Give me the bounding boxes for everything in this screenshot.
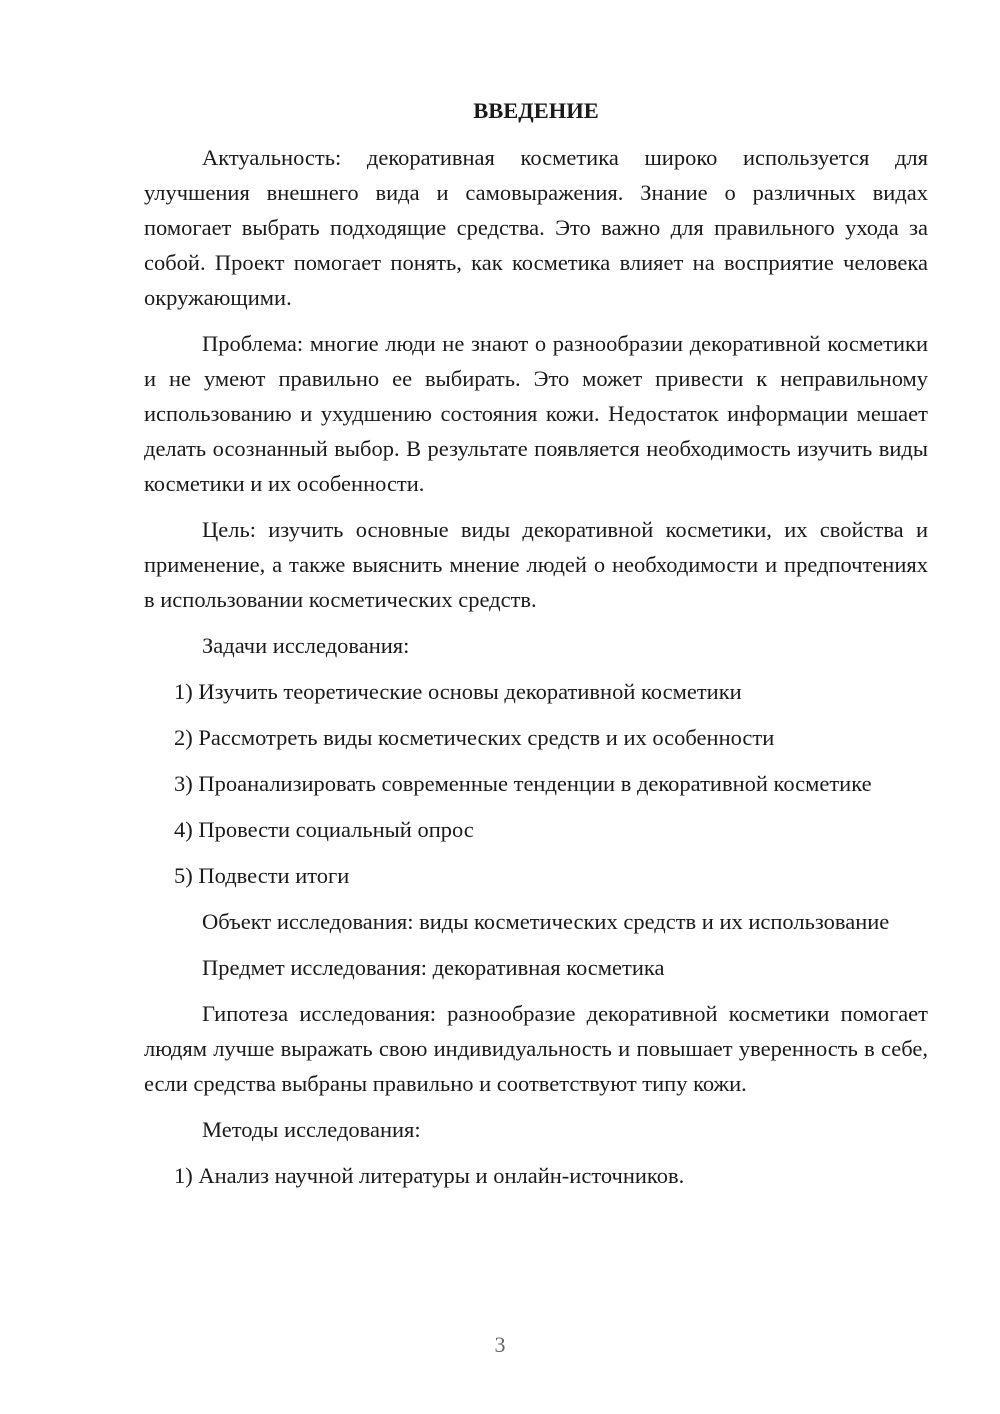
goal-paragraph: Цель: изучить основные виды декоративной косметики, их свойства и применение, а также выяснить мнение людей о необходимости и предпочтениях в использовании косметических средств. <box>144 517 928 612</box>
methods-heading: Методы исследования: <box>202 1117 421 1142</box>
section-title: ВВЕДЕНИЕ <box>473 98 599 123</box>
task-item: 5) Подвести итоги <box>174 863 350 888</box>
task-item: 3) Проанализировать современные тенденции в декоративной косметике <box>174 771 872 796</box>
task-item: 2) Рассмотреть виды косметических средств и их особенности <box>174 725 775 750</box>
object-paragraph: Объект исследования: виды косметических средств и их использование <box>202 909 890 934</box>
problem-paragraph: Проблема: многие люди не знают о разнообразии декоративной косметики и не умеют правильно ее выбирать. Это может привести к неправильному использованию и ухудшению состояния кожи. Недостаток информации мешает делать осознанный выбор. В результате появляется необходимость изучить виды косметики и их особенности. <box>144 331 928 496</box>
task-item: 1) Изучить теоретические основы декоративной косметики <box>174 679 742 704</box>
document-page <box>144 96 928 1204</box>
method-item: 1) Анализ научной литературы и онлайн-источников. <box>174 1163 685 1188</box>
tasks-heading: Задачи исследования: <box>202 633 410 658</box>
relevance-paragraph: Актуальность: декоративная косметика широко используется для улучшения внешнего вида и самовыражения. Знание о различных видах помогает выбрать подходящие средства. Это важно для правильного ухода за собой. Проект помогает понять, как косметика влияет на восприятие человека окружающими. <box>144 145 928 310</box>
task-item: 4) Провести социальный опрос <box>174 817 474 842</box>
page-number: 3 <box>494 1332 506 1357</box>
hypothesis-paragraph: Гипотеза исследования: разнообразие декоративной косметики помогает людям лучше выражать свою индивидуальность и повышает уверенность в себе, если средства выбраны правильно и соответствуют типу кожи. <box>144 1001 928 1096</box>
subject-paragraph: Предмет исследования: декоративная косметика <box>202 955 665 980</box>
